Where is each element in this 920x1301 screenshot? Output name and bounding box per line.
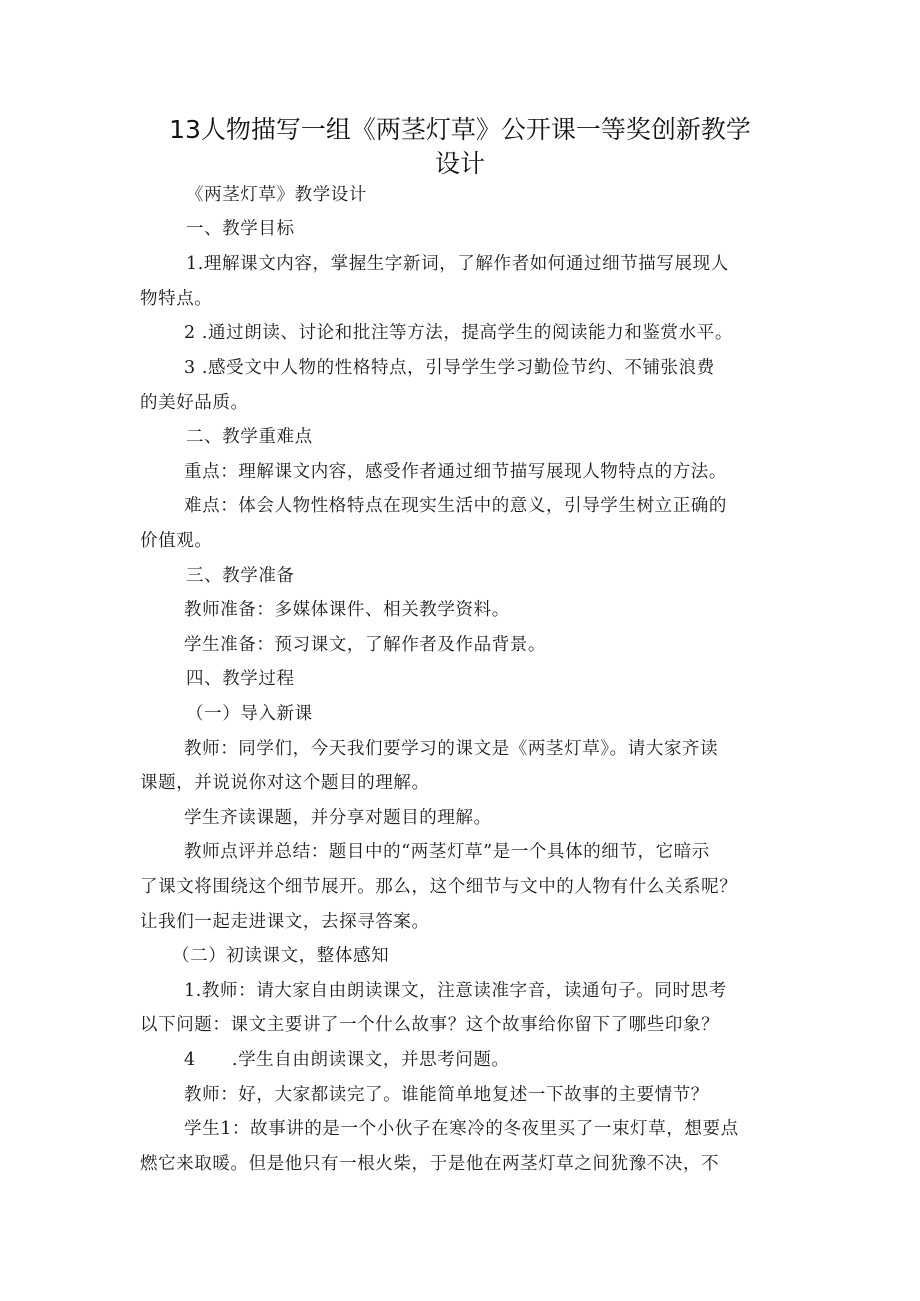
- paragraph-line: 3 .感受文中人物的性格特点，引导学生学习勤俭节约、不铺张浪费: [184, 358, 715, 378]
- paragraph-line: 教师：好，大家都读完了。谁能简单地复述一下故事的主要情节？: [184, 1085, 709, 1105]
- paragraph-line: 重点：理解课文内容，感受作者通过细节描写展现人物特点的方法。: [184, 462, 727, 482]
- section-heading: 一、教学目标: [186, 219, 295, 239]
- paragraph-line: 以下问题：课文主要讲了一个什么故事？这个故事给你留下了哪些印象？: [140, 1015, 720, 1035]
- paragraph-line: 物特点。: [140, 289, 213, 309]
- section-heading: 四、教学过程: [186, 669, 295, 689]
- paragraph-line: 的美好品质。: [140, 393, 249, 413]
- subsection-heading: （一）导入新课: [186, 704, 313, 724]
- paragraph-line: 教师：同学们，今天我们要学习的课文是《两茎灯草》。请大家齐读: [184, 739, 719, 759]
- paragraph-line: 教师点评并总结：题目中的“两茎灯草”是一个具体的细节，它暗示: [184, 842, 710, 862]
- document-title-continued: 设计: [434, 149, 485, 178]
- paragraph-line: 2 .通过朗读、讨论和批注等方法，提高学生的阅读能力和鉴赏水平。: [184, 323, 733, 343]
- paragraph-line: 1.理解课文内容，掌握生字新词，了解作者如何通过细节描写展现人: [186, 254, 729, 274]
- paragraph-line: 教师准备：多媒体课件、相关教学资料。: [184, 600, 510, 620]
- subsection-heading: （二）初读课文，整体感知: [172, 946, 390, 966]
- document-title: 13人物描写一组《两茎灯草》公开课一等奖创新教学: [169, 115, 751, 144]
- paragraph-line: 了课文将围绕这个细节展开。那么，这个细节与文中的人物有什么关系呢？: [140, 877, 738, 897]
- paragraph-line: 让我们一起走进课文，去探寻答案。: [140, 912, 430, 932]
- paragraph-line: 4 .学生自由朗读课文，并思考问题。: [184, 1050, 510, 1070]
- section-heading: 二、教学重难点: [186, 427, 313, 447]
- paragraph-line: 学生齐读课题，并分享对题目的理解。: [184, 808, 492, 828]
- paragraph-line: 燃它来取暖。但是他只有一根火柴，于是他在两茎灯草之间犹豫不决，不: [140, 1154, 720, 1174]
- section-heading: 三、教学准备: [186, 566, 295, 586]
- paragraph-line: 价值观。: [140, 531, 213, 551]
- subtitle-line: 《两茎灯草》教学设计: [186, 185, 367, 205]
- paragraph-line: 难点：体会人物性格特点在现实生活中的意义，引导学生树立正确的: [184, 496, 727, 516]
- paragraph-line: 学生1：故事讲的是一个小伙子在寒冷的冬夜里买了一束灯草，想要点: [184, 1119, 739, 1139]
- paragraph-line: 课题，并说说你对这个题目的理解。: [140, 773, 430, 793]
- paragraph-line: 学生准备：预习课文，了解作者及作品背景。: [184, 635, 546, 655]
- paragraph-line: 1.教师：请大家自由朗读课文，注意读准字音，读通句子。同时思考: [184, 981, 727, 1001]
